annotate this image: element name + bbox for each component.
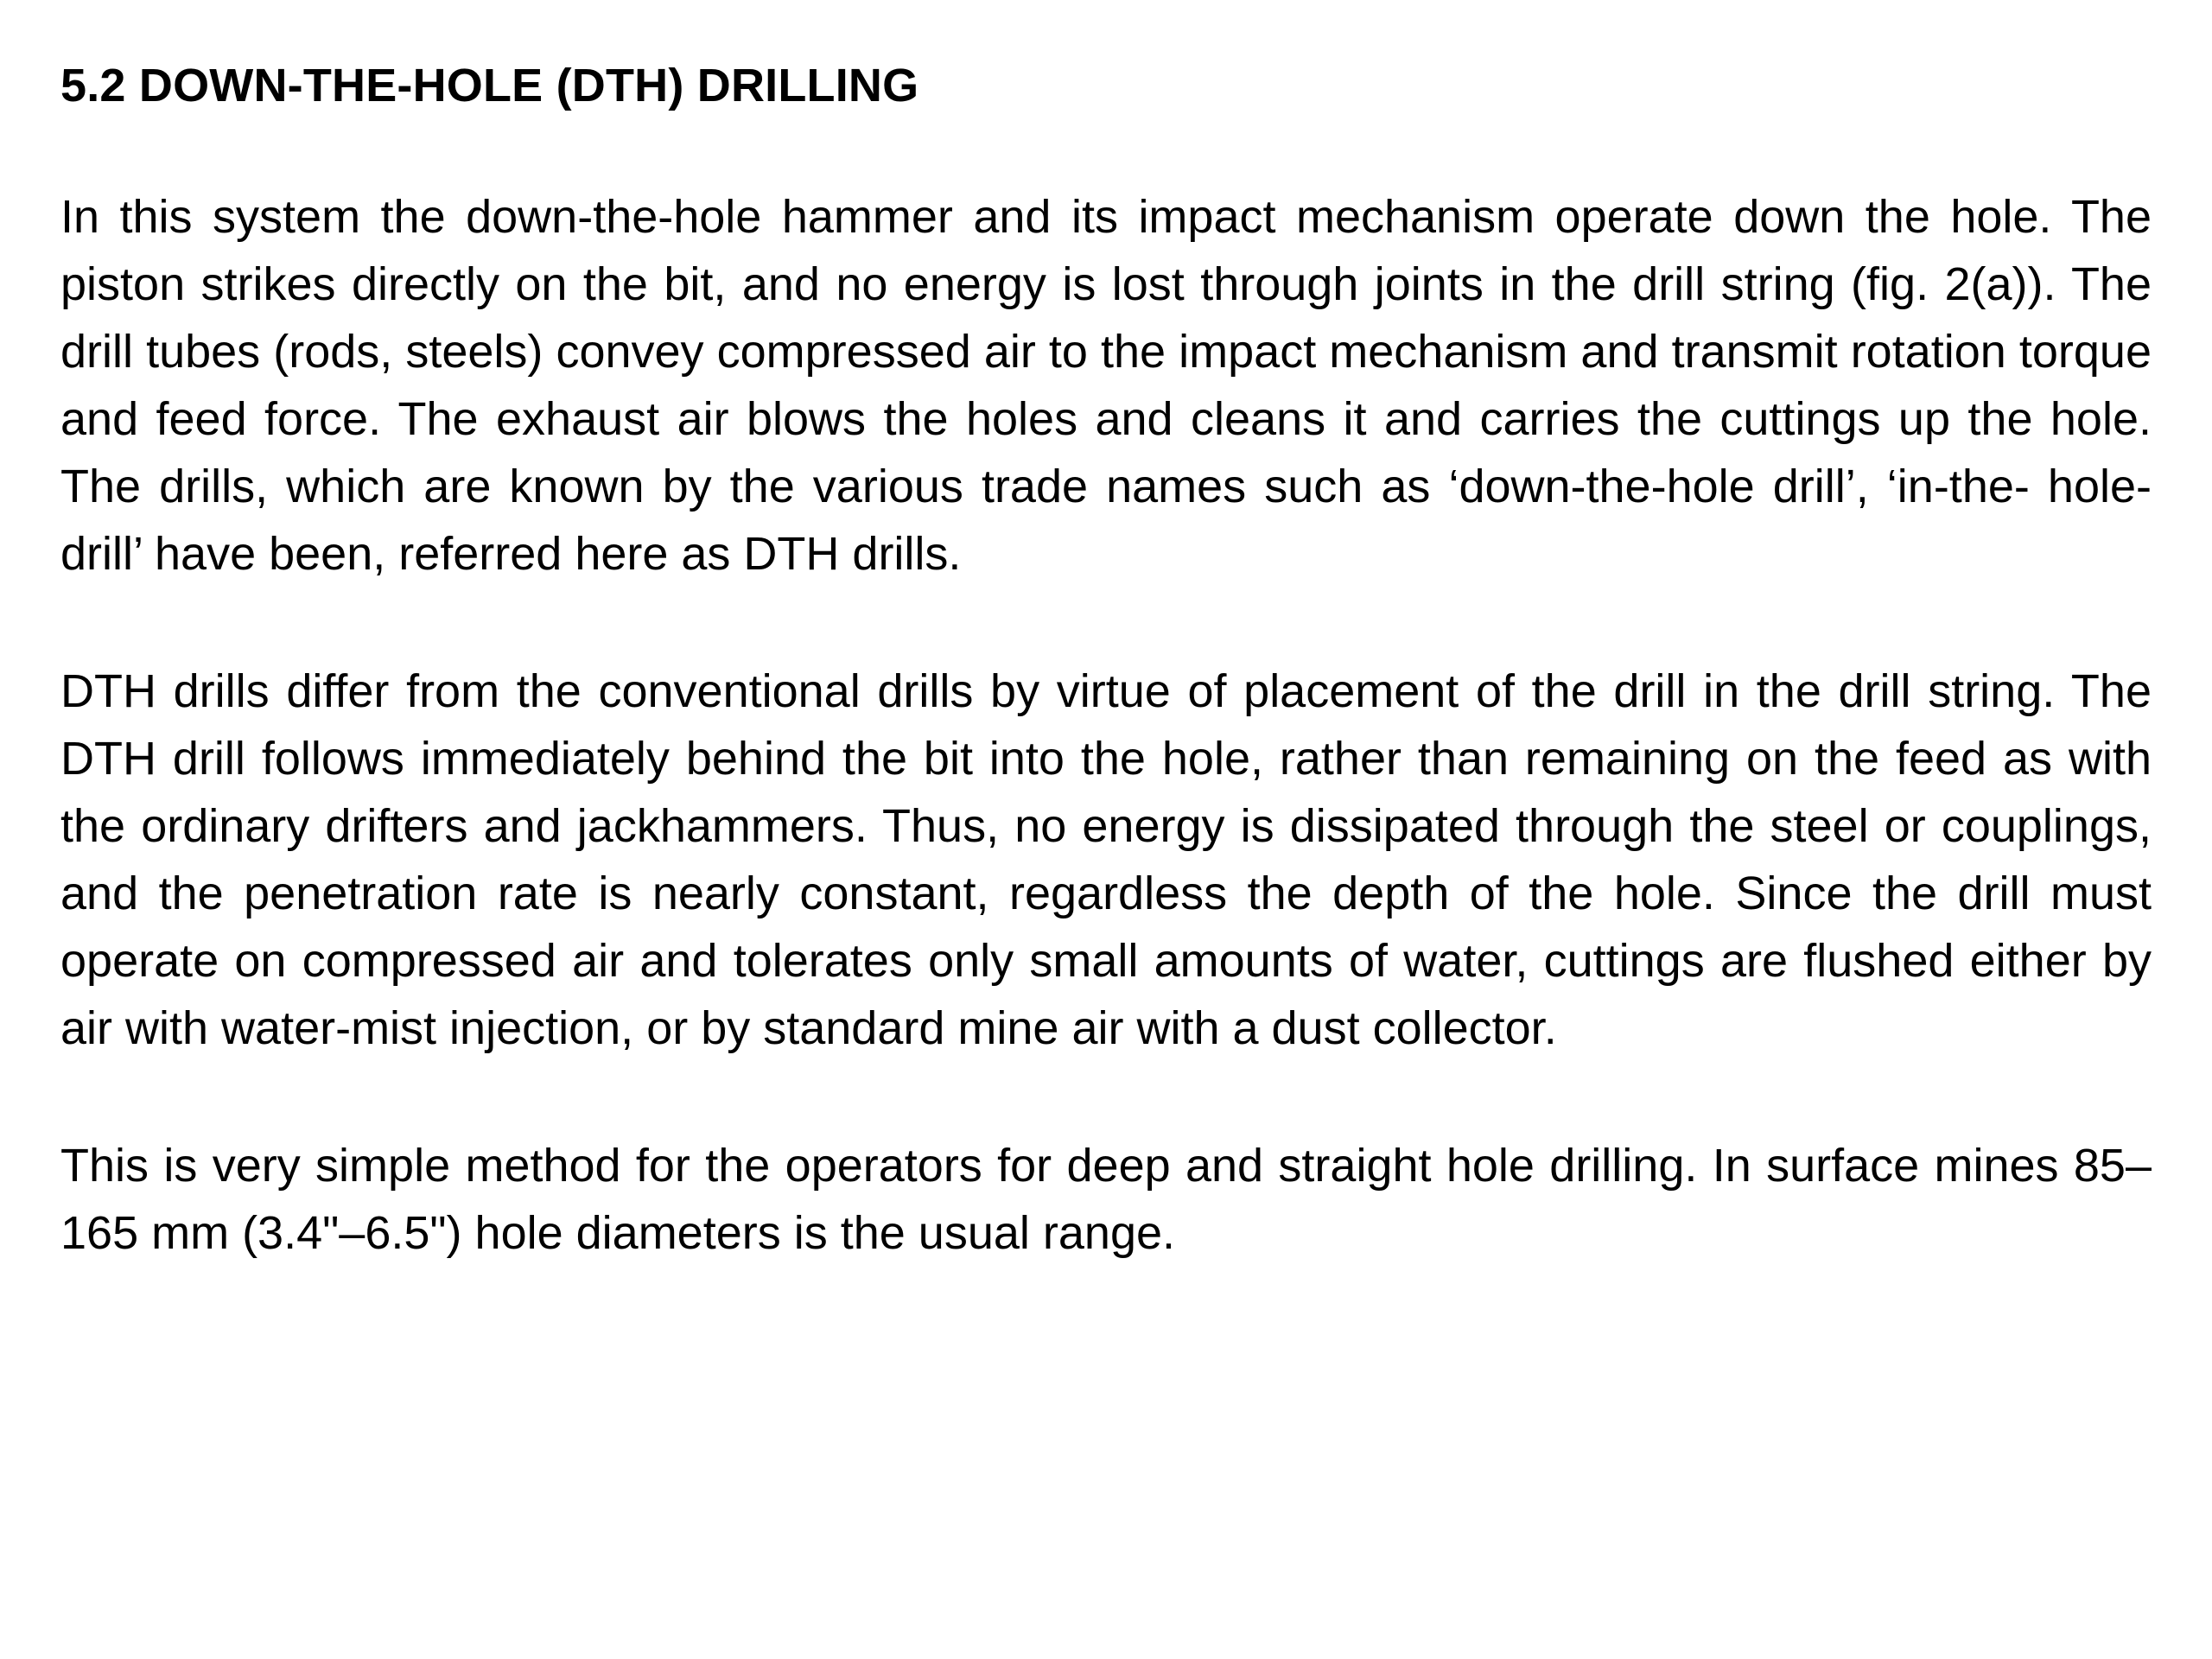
paragraph-hole-diameters: This is very simple method for the operators for deep and straight hole drilling. In surface mines 85–165 mm (3.4"–6.5") hole diameters is the usual range. (60, 1140, 2152, 1259)
section-heading: 5.2 DOWN-THE-HOLE (DTH) DRILLING (60, 60, 919, 111)
paragraph-dth-system: In this system the down-the-hole hammer and its impact mechanism operate down the hole. The piston strikes directly on the bit, and no energy is lost through joints in the drill string (fig. 2(a)). The drill tubes (rods, steels) convey compressed air to the impact mechanism and transmit rotation torque and feed force. The exhaust air blows the holes and cleans it and carries the cuttings up the hole. The drills, which are known by the various trade names such as ‘down-the-hole drill’, ‘in-the- hole-drill’ have been, referred here as DTH drills. (60, 191, 2152, 580)
document-page (60, 52, 2152, 1607)
paragraph-dth-vs-conventional: DTH drills differ from the conventional drills by virtue of placement of the drill in the drill string. The DTH drill follows immediately behind the bit into the hole, rather than remaining on the feed as with the ordinary drifters and jackhammers. Thus, no energy is dissipated through the steel or couplings, and the penetration rate is nearly constant, regardless the depth of the hole. Since the drill must operate on compressed air and tolerates only small amounts of water, cuttings are flushed either by air with water-mist injection, or by standard mine air with a dust collector. (60, 665, 2152, 1054)
